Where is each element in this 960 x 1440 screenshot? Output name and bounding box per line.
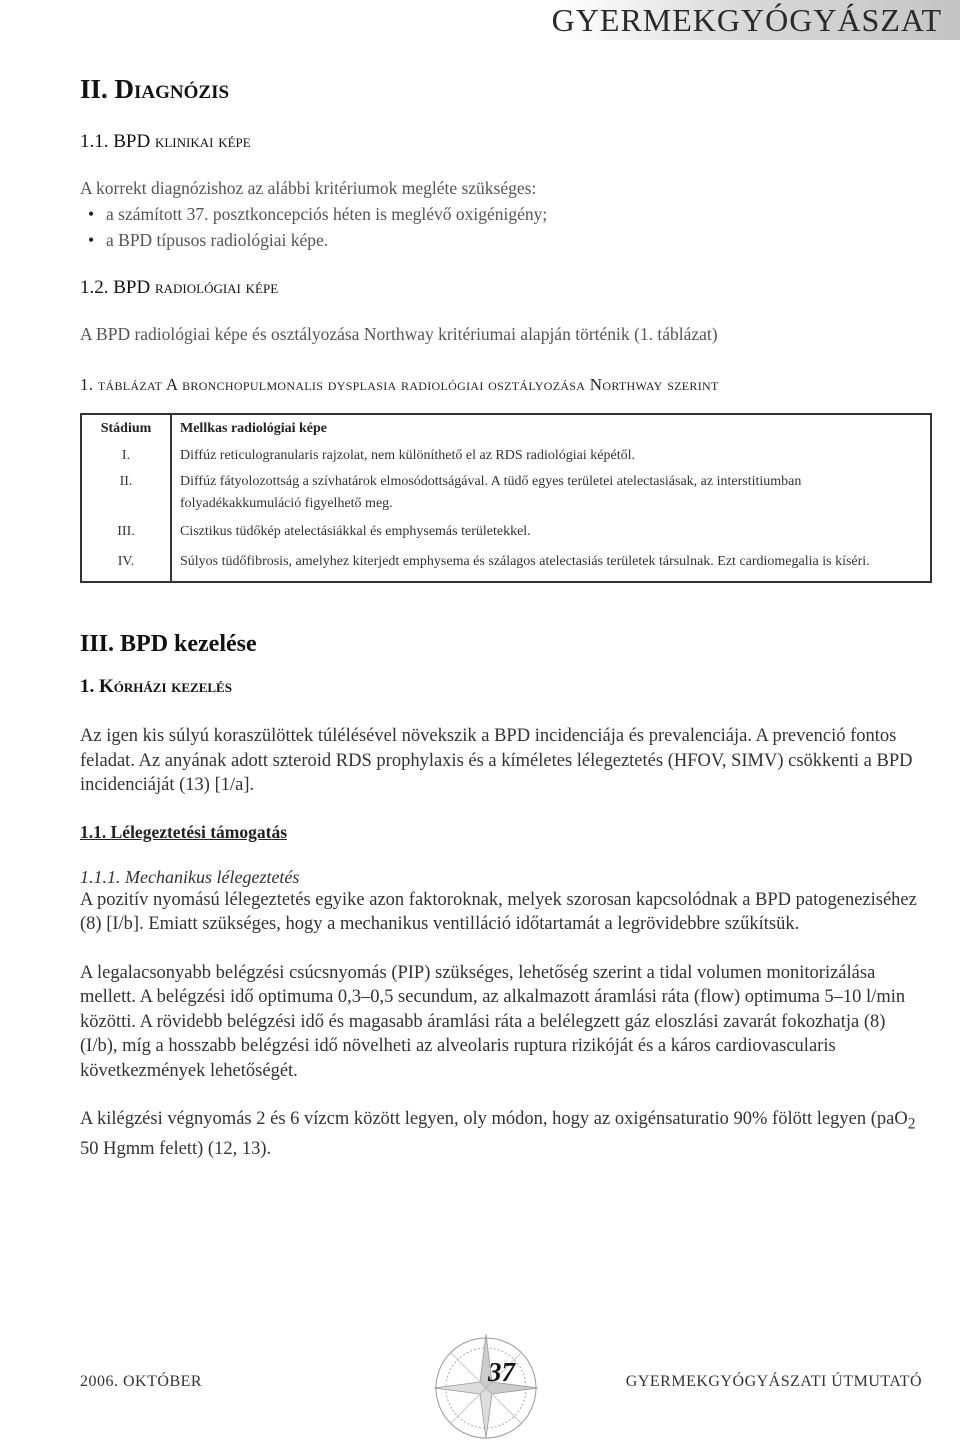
table-row	[81, 545, 931, 582]
footer-date: 2006. OKTÓBER	[80, 1373, 203, 1390]
radiology-text: A BPD radiológiai képe és osztályozása Northway kritériumai alapján történik (1. táblázat)	[80, 324, 718, 344]
page-content	[80, 70, 920, 1162]
table-row	[81, 443, 931, 469]
footer-publication: GYERMEKGYÓGYÁSZATI ÚTMUTATÓ	[625, 1373, 922, 1390]
clinical-intro: A korrekt diagnózishoz az alábbi kritériumok megléte szükséges:	[80, 178, 537, 198]
description-cell: Cisztikus tüdőkép atelectásiákkal és emphysemás területekkel.	[180, 524, 531, 539]
section-title-diagnosis: II. Diagnózis	[80, 74, 230, 104]
criteria-list	[80, 201, 920, 253]
compass-rose-icon	[426, 1330, 546, 1440]
treatment-paragraph-4: A kilégzési végnyomás 2 és 6 vízcm között legyen, oly módon, hogy az oxigénsaturatio 90% fölött legyen (paO$_2$ 50 Hgmm felett) (12, 13).	[80, 1109, 916, 1160]
column-header-description: Mellkas radiológiai képe	[180, 421, 327, 436]
subsection-title-clinical: 1.1. BPD klinikai képe	[80, 131, 251, 152]
description-cell: Diffúz reticulogranularis rajzolat, nem különíthető el az RDS radiológiai képétől.	[180, 448, 635, 463]
subsection-title-mechanical: 1.1.1. Mechanikus lélegeztetés	[80, 866, 300, 887]
stage-cell: II.	[81, 469, 171, 517]
stage-cell: IV.	[81, 545, 171, 582]
treatment-paragraph-3: A legalacsonyabb belégzési csúcsnyomás (PIP) szükséges, lehetőség szerint a tidal volumen monitorizálása mellett. A belégzési idő optimuma 0,3–0,5 secundum, az alkalmazott áramlási ráta (flow) optimuma 5–10 l/min közötti. A rövidebb belégzési idő és magasabb áramlási ráta a belélegzett gáz eloszlási zavarát fokozhatja (8) (I/b), míg a hosszabb belégzési idő növelheti az alveolaris ruptura rizikóját és a káros cardiovascularis következmények lehetőségét.	[80, 962, 906, 1081]
stage-cell: III.	[81, 517, 171, 545]
description-cell: Diffúz fátyolozottság a szívhatárok elmosódottságával. A tüdő egyes területei atelectasiásak, az interstitiumban folyadékakkumuláció figyelhető meg.	[180, 474, 802, 511]
list-item: • a BPD típusos radiológiai képe.	[80, 227, 920, 253]
table-row	[81, 469, 931, 517]
subsection-title-radiology: 1.2. BPD radiológiai képe	[80, 277, 279, 298]
column-header-stage: Stádium	[81, 414, 171, 443]
table-caption: 1. táblázat A bronchopulmonalis dysplasia radiológiai osztályozása Northway szerint	[80, 375, 719, 394]
stage-cell: I.	[81, 443, 171, 469]
list-item: • a számított 37. posztkoncepciós héten is meglévő oxigénigény;	[80, 201, 920, 227]
subsection-title-ventilation: 1.1. Lélegeztetési támogatás	[80, 821, 288, 842]
section-title-treatment: III. BPD kezelése	[80, 631, 257, 657]
table-header-row	[81, 414, 931, 443]
description-cell: Súlyos tüdőfibrosis, amelyhez kiterjedt emphysema és szálagos atelectasiás területek társulnak. Ezt cardiomegalia is kíséri.	[180, 554, 870, 569]
header-band	[551, 0, 960, 40]
subsection-title-hospital: 1. Kórházi kezelés	[80, 676, 232, 697]
journal-title: GYERMEKGYÓGYÁSZAT	[551, 2, 942, 38]
treatment-paragraph-2: A pozitív nyomású lélegeztetés egyike azon faktoroknak, melyek szorosan kapcsolódnak a BPD patogeneziséhez (8) [I/b]. Emiatt szükséges, hogy a mechanikus ventilláció időtartamát a legrövidebbre szűkítsük.	[80, 889, 917, 934]
northway-table	[80, 413, 932, 583]
page-number: 37	[488, 1357, 515, 1387]
table-row	[81, 517, 931, 545]
treatment-paragraph-1: Az igen kis súlyú koraszülöttek túlélésével növekszik a BPD incidenciája és prevalenciája. A prevenció fontos feladat. Az anyának adott szteroid RDS prophylaxis és a kíméletes lélegeztetés (HFOV, SIMV) csökkenti a BPD incidenciáját (13) [1/a].	[80, 726, 913, 795]
